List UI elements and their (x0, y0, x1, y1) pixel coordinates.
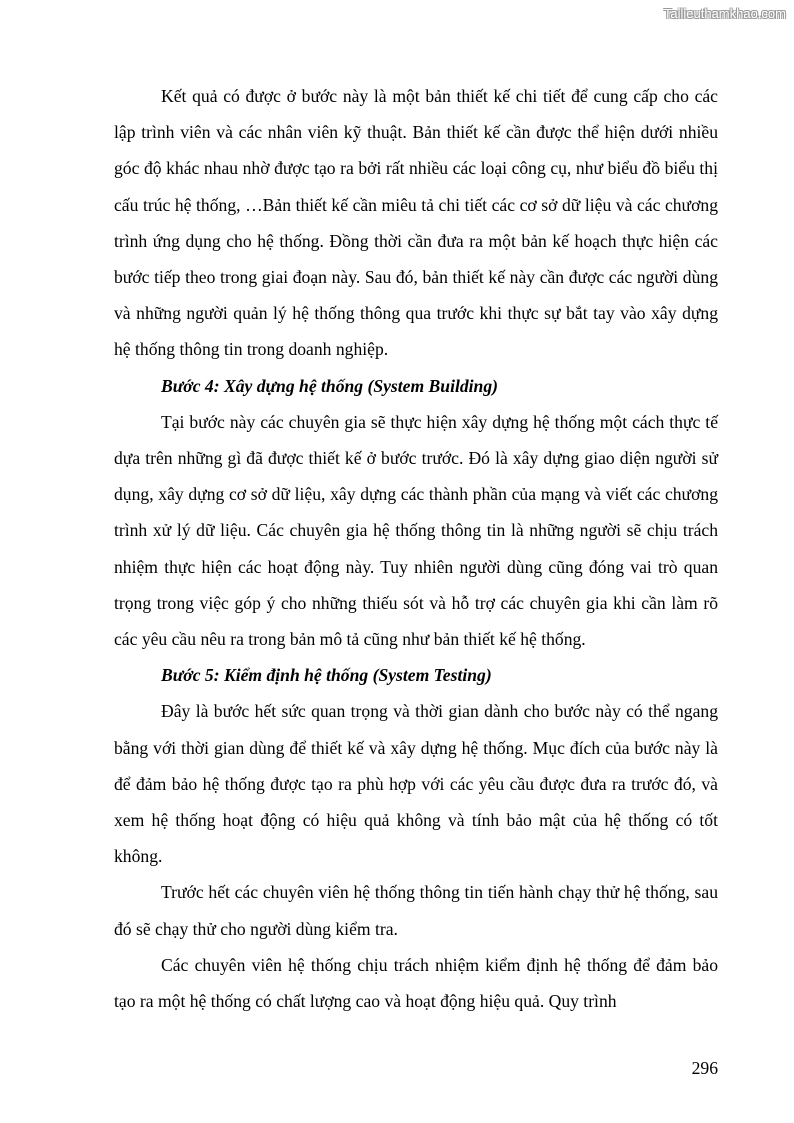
paragraph-system-testing: Đây là bước hết sức quan trọng và thời gian dành cho bước này có thể ngang bằng với thời gian dùng để thiết kế và xây dựng hệ thống. Mục đích của bước này là để đảm bảo hệ thống được tạo ra phù hợp với các yêu cầu được đưa ra trước đó, và xem hệ thống hoạt động có hiệu quả không và tính bảo mật của hệ thống có tốt không. (114, 701, 718, 867)
watermark: Tailieuthamkhao.com (663, 6, 786, 21)
paragraph-design-result: Kết quả có được ở bước này là một bản thiết kế chi tiết để cung cấp cho các lập trình viên và các nhân viên kỹ thuật. Bản thiết kế cần được thể hiện dưới nhiều góc độ khác nhau nhờ được tạo ra bởi rất nhiều các loại công cụ, như biểu đồ biểu thị cấu trúc hệ thống, …Bản thiết kế cần miêu tả chi tiết các cơ sở dữ liệu và các chương trình ứng dụng cho hệ thống. Đồng thời cần đưa ra một bản kế hoạch thực hiện các bước tiếp theo trong giai đoạn này. Sau đó, bản thiết kế này cần được các người dùng và những người quản lý hệ thống thông qua trước khi thực sự bắt tay vào xây dựng hệ thống thông tin trong doanh nghiệp. (114, 86, 718, 360)
paragraph-system-building: Tại bước này các chuyên gia sẽ thực hiện xây dựng hệ thống một cách thực tế dựa trên những gì đã được thiết kế ở bước trước. Đó là xây dựng giao diện người sử dụng, xây dựng cơ sở dữ liệu, xây dựng các thành phần của mạng và viết các chương trình xử lý dữ liệu. Các chuyên gia hệ thống thông tin là những người sẽ chịu trách nhiệm thực hiện các hoạt động này. Tuy nhiên người dùng cũng đóng vai trò quan trọng trong việc góp ý cho những thiếu sót và hỗ trợ các chuyên gia khi cần làm rõ các yêu cầu nêu ra trong bản mô tả cũng như bản thiết kế hệ thống. (114, 411, 718, 650)
page-number: 296 (691, 1058, 718, 1078)
paragraph-trial-run: Trước hết các chuyên viên hệ thống thông tin tiến hành chạy thử hệ thống, sau đó sẽ chạy thử cho người dùng kiểm tra. (114, 882, 718, 939)
heading-step-4: Bước 4: Xây dựng hệ thống (System Building) (161, 375, 498, 396)
paragraph-quality-assurance: Các chuyên viên hệ thống chịu trách nhiệm kiểm định hệ thống để đảm bảo tạo ra một hệ thống có chất lượng cao và hoạt động hiệu quả. Quy trình (114, 954, 718, 1012)
document-body (114, 78, 718, 1019)
heading-step-5: Bước 5: Kiểm định hệ thống (System Testing) (161, 665, 492, 686)
